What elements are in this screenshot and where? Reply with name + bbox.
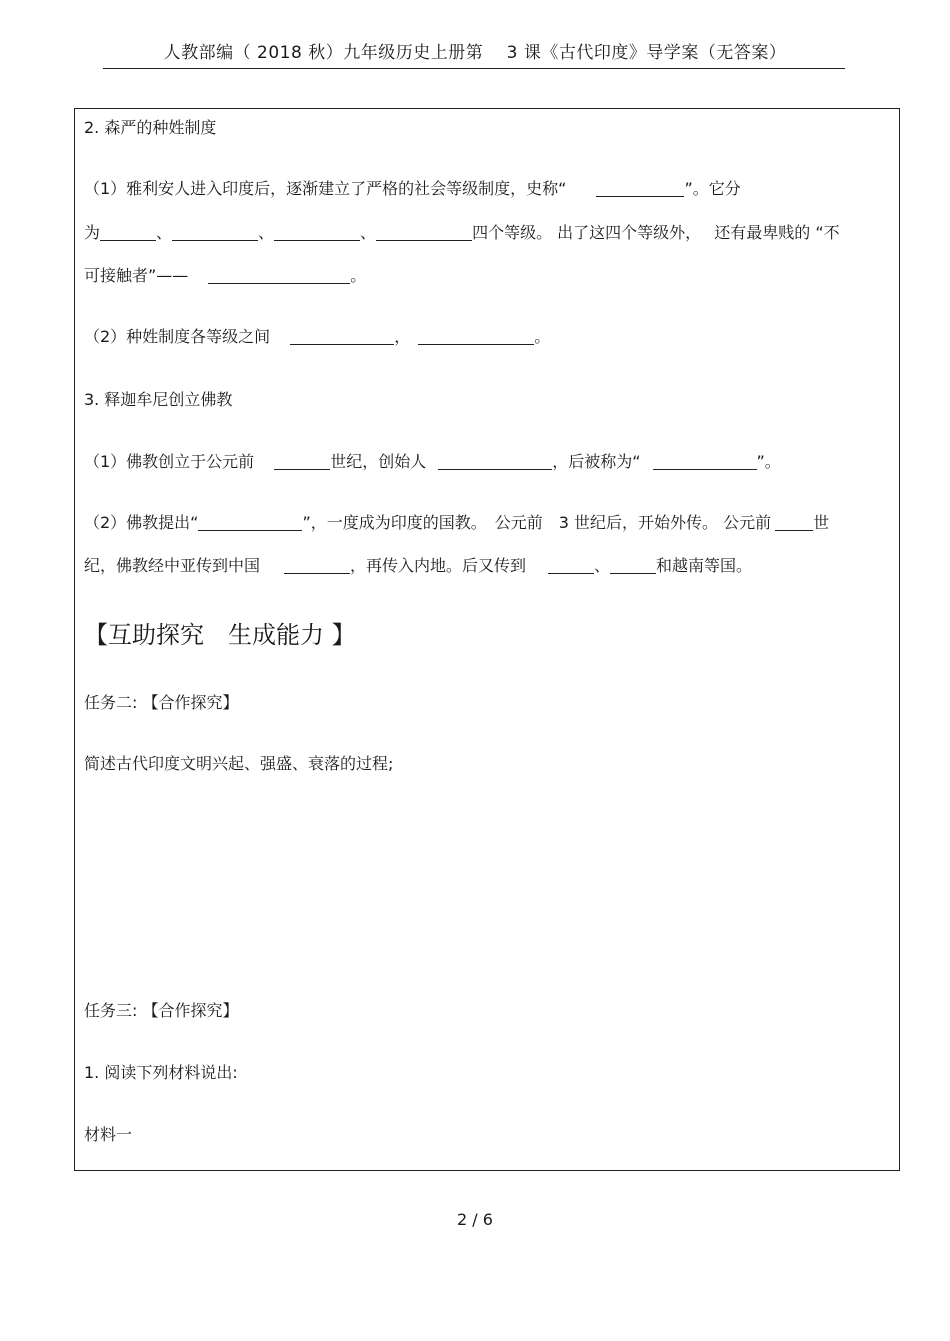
blank-country-1[interactable] <box>548 557 594 574</box>
sep: 、 <box>360 223 377 242</box>
section-2-title: 2. 森严的种姓制度 <box>84 118 217 137</box>
text: ”。 <box>756 452 781 471</box>
sep: ， <box>394 327 411 346</box>
material-label: 材料一 <box>84 1125 133 1144</box>
text: （1）佛教创立于公元前 <box>84 452 255 471</box>
sep: 、 <box>258 223 275 242</box>
caste-question-2 <box>84 327 550 347</box>
page-header-title: 人教部编（ 2018 秋）九年级历史上册第 3 课《古代印度》导学案（无答案） <box>163 43 787 63</box>
caste-question-1-line-1 <box>84 179 741 199</box>
text: ”，一度成为印度的国教。 公元前 3 世纪后，开始外传。 公元前 <box>302 513 772 532</box>
text: 为 <box>84 223 101 242</box>
caste-question-1-line-2 <box>84 223 840 243</box>
page-number: 2 / 6 <box>457 1210 493 1229</box>
blank-caste-3[interactable] <box>274 224 360 241</box>
buddhism-question-2-line-1 <box>84 513 829 533</box>
text: 世纪，创始人 <box>330 452 427 471</box>
text: 世 <box>813 513 830 532</box>
section-3-title: 3. 释迦牟尼创立佛教 <box>84 390 233 409</box>
text: 。 <box>534 327 551 346</box>
header-divider <box>103 68 845 69</box>
blank-caste-4[interactable] <box>376 224 472 241</box>
blank-caste-name[interactable] <box>596 180 684 197</box>
text: 四个等级。 出了这四个等级外， 还有最卑贱的 “不 <box>472 223 840 242</box>
text: （1）雅利安人进入印度后，逐渐建立了严格的社会等级制度，史称“ <box>84 179 567 198</box>
blank-century[interactable] <box>274 453 330 470</box>
text: 纪，佛教经中亚传到中国 <box>84 556 261 575</box>
text: 可接触者”—— <box>84 266 189 285</box>
text: （2）佛教提出“ <box>84 513 199 532</box>
text: （2）种姓制度各等级之间 <box>84 327 271 346</box>
blank-century-2[interactable] <box>775 514 813 531</box>
sep: 、 <box>156 223 173 242</box>
task-2-prompt: 简述古代印度文明兴起、强盛、衰落的过程; <box>84 754 394 773</box>
blank-caste-2[interactable] <box>172 224 258 241</box>
buddhism-question-1 <box>84 452 781 472</box>
text: ，后被称为“ <box>552 452 641 471</box>
task-2-title: 任务二: 【合作探究】 <box>84 693 239 712</box>
text: ”。它分 <box>684 179 741 198</box>
text: 。 <box>350 266 367 285</box>
blank-founder[interactable] <box>438 453 552 470</box>
sep: 、 <box>594 556 611 575</box>
blank-caste-relation-2[interactable] <box>418 328 534 345</box>
blank-doctrine[interactable] <box>198 514 302 531</box>
blank-xinjiang[interactable] <box>284 557 350 574</box>
text: 和越南等国。 <box>656 556 753 575</box>
task-3-title: 任务三: 【合作探究】 <box>84 1001 239 1020</box>
section-heading: 【互助探究 生成能力 】 <box>84 621 356 649</box>
blank-country-2[interactable] <box>610 557 656 574</box>
text: ，再传入内地。后又传到 <box>350 556 527 575</box>
blank-caste-1[interactable] <box>100 224 156 241</box>
blank-title[interactable] <box>653 453 757 470</box>
blank-untouchables[interactable] <box>208 267 350 284</box>
task-3-item-1: 1. 阅读下列材料说出: <box>84 1063 238 1082</box>
buddhism-question-2-line-2 <box>84 556 752 576</box>
blank-caste-relation-1[interactable] <box>290 328 394 345</box>
caste-question-1-line-3 <box>84 266 366 286</box>
